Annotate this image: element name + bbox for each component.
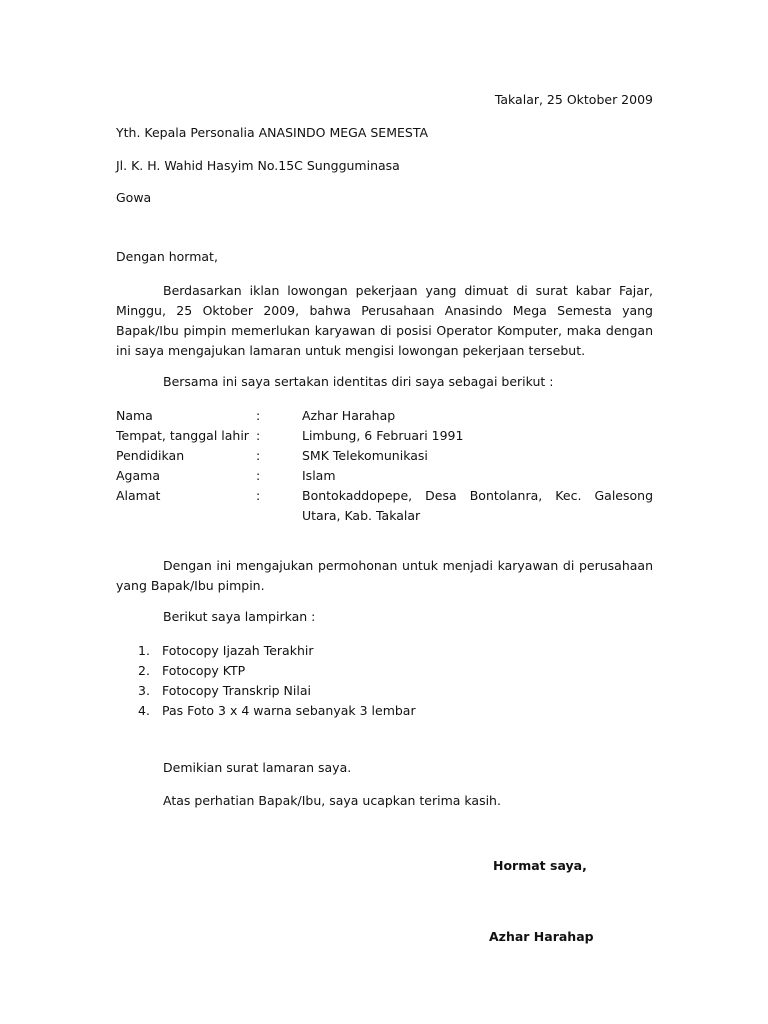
recipient-line-3: Gowa [116, 190, 152, 205]
list-item-number: 4. [138, 703, 150, 718]
closing-line-1: Demikian surat lamaran saya. [163, 760, 352, 775]
list-item-number: 2. [138, 663, 150, 678]
identity-colon: : [256, 488, 261, 503]
identity-value: Azhar Harahap [302, 408, 396, 423]
paragraph-1: Berdasarkan iklan lowongan pekerjaan yang dimuat di surat kabar Fajar, Minggu, 25 Oktober 2009, bahwa Perusahaan Anasindo Mega Semesta yang Bapak/Ibu pimpin memerlukan karyawan di posisi Operator Komputer, maka dengan ini saya mengajukan lamaran untuk mengisi lowongan pekerjaan tersebut. [116, 283, 653, 358]
identity-label: Pendidikan [116, 448, 185, 463]
paragraph-2: Bersama ini saya sertakan identitas diri saya sebagai berikut : [163, 374, 554, 389]
salutation: Dengan hormat, [116, 249, 218, 264]
identity-colon: : [256, 408, 261, 423]
list-item-text: Pas Foto 3 x 4 warna sebanyak 3 lembar [162, 703, 416, 718]
paragraph-3: Dengan ini mengajukan permohonan untuk menjadi karyawan di perusahaan yang Bapak/Ibu pimpin. [116, 558, 653, 593]
place-date: Takalar, 25 Oktober 2009 [494, 92, 653, 107]
identity-value: SMK Telekomunikasi [302, 448, 428, 463]
identity-colon: : [256, 428, 261, 443]
identity-label: Alamat [116, 488, 161, 503]
closing-line-2: Atas perhatian Bapak/Ibu, saya ucapkan terima kasih. [163, 793, 501, 808]
list-item-number: 1. [138, 643, 150, 658]
identity-label: Tempat, tanggal lahir [116, 428, 249, 443]
identity-value: Bontokaddopepe, Desa Bontolanra, Kec. Galesong Utara, Kab. Takalar [302, 488, 653, 523]
list-item-text: Fotocopy Ijazah Terakhir [162, 643, 314, 658]
sign-name: Azhar Harahap [489, 929, 594, 944]
list-item-number: 3. [138, 683, 150, 698]
identity-value: Limbung, 6 Februari 1991 [302, 428, 464, 443]
identity-value: Islam [302, 468, 336, 483]
identity-label: Agama [116, 468, 160, 483]
list-item-text: Fotocopy KTP [162, 663, 246, 678]
recipient-line-2: Jl. K. H. Wahid Hasyim No.15C Sungguminasa [116, 158, 400, 173]
list-item-text: Fotocopy Transkrip Nilai [162, 683, 311, 698]
identity-colon: : [256, 468, 261, 483]
identity-label: Nama [116, 408, 153, 423]
recipient-line-1: Yth. Kepala Personalia ANASINDO MEGA SEMESTA [116, 125, 429, 140]
sign-greeting: Hormat saya, [493, 858, 587, 873]
attachments-intro: Berikut saya lampirkan : [163, 609, 316, 624]
identity-colon: : [256, 448, 261, 463]
